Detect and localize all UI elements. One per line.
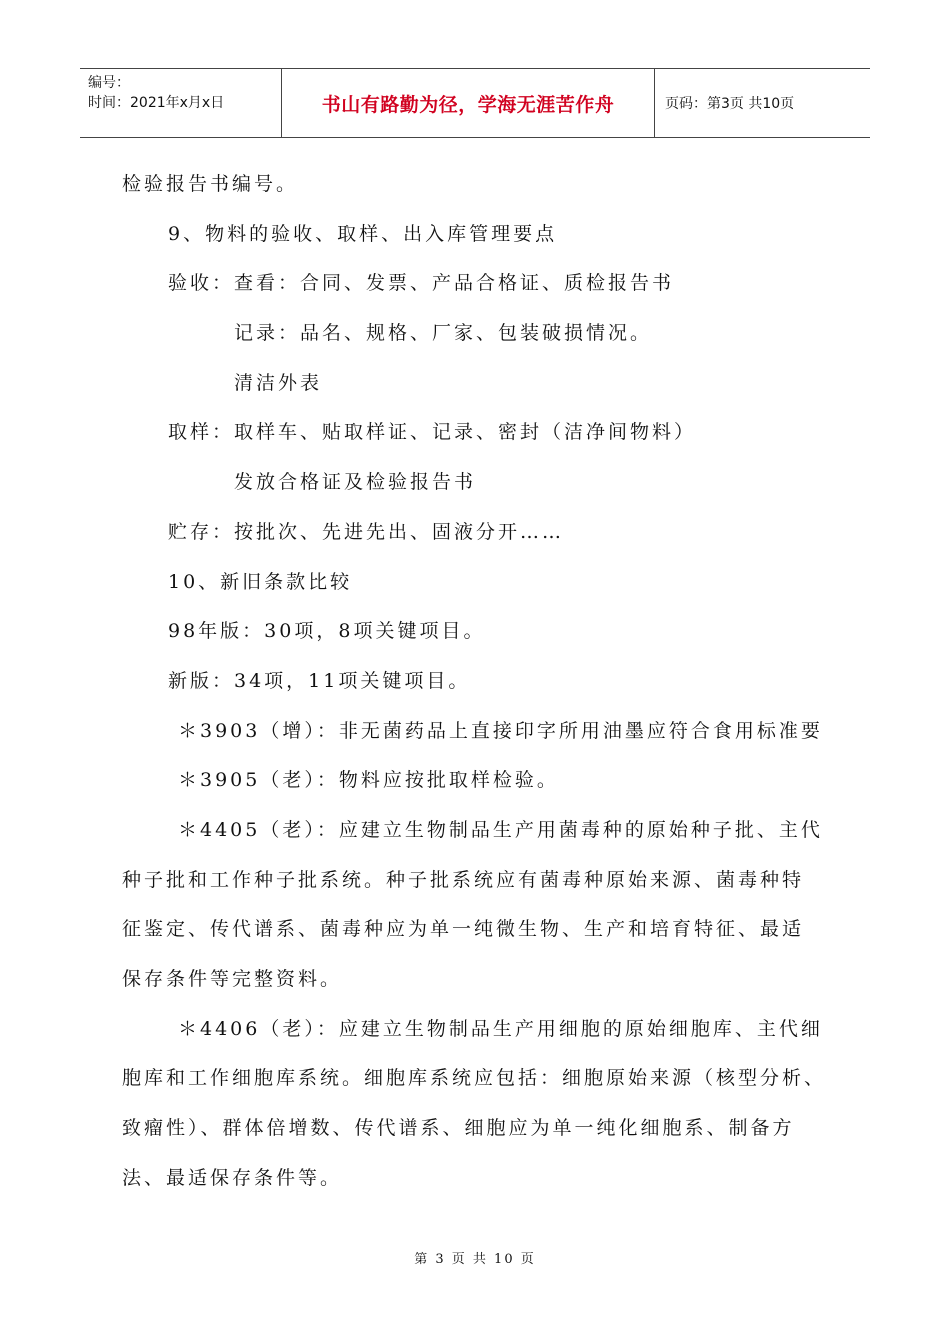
body-line: 清洁外表 bbox=[234, 371, 323, 394]
header-page-info-cell bbox=[655, 69, 870, 137]
header-meta bbox=[80, 69, 282, 137]
serial-label: 编号： bbox=[88, 75, 130, 91]
body-line: 发放合格证及检验报告书 bbox=[234, 471, 477, 494]
body-line: 征鉴定、传代谱系、菌毒种应为单一纯微生物、生产和培育特征、最适 bbox=[122, 918, 805, 941]
time-label: 时间：2021年x月x日 bbox=[88, 95, 225, 111]
motto-text: 书山有路勤为径，学海无涯苦作舟 bbox=[321, 93, 615, 116]
clause-line: ＊3905（老）：物料应按批取样检验。 bbox=[178, 769, 559, 792]
page-info: 页码：第3页 共10页 bbox=[665, 96, 795, 112]
body-line: 98年版：30项，8项关键项目。 bbox=[168, 620, 486, 643]
footer-page-number: 第 3 页 共 10 页 bbox=[414, 1252, 536, 1267]
body-line: 取样：取样车、贴取样证、记录、密封（洁净间物料） bbox=[168, 421, 697, 444]
body-line: 贮存：按批次、先进先出、固液分开…… bbox=[168, 520, 565, 543]
body-line: 记录：品名、规格、厂家、包装破损情况。 bbox=[234, 322, 653, 345]
body-line: 种子批和工作种子批系统。种子批系统应有菌毒种原始来源、菌毒种特 bbox=[122, 868, 805, 891]
page-header bbox=[80, 68, 870, 138]
body-line: 法、最适保存条件等。 bbox=[122, 1166, 343, 1189]
section-heading: 9、物料的验收、取样、出入库管理要点 bbox=[168, 222, 558, 245]
header-motto-cell bbox=[282, 69, 655, 137]
document-body bbox=[122, 160, 842, 1203]
section-heading: 10、新旧条款比较 bbox=[168, 570, 353, 593]
body-line: 致瘤性）、群体倍增数、传代谱系、细胞应为单一纯化细胞系、制备方 bbox=[122, 1117, 795, 1140]
clause-line: ＊4406（老）：应建立生物制品生产用细胞的原始细胞库、主代细 bbox=[178, 1017, 823, 1040]
body-line: 检验报告书编号。 bbox=[122, 173, 299, 195]
body-line: 保存条件等完整资料。 bbox=[122, 968, 343, 990]
clause-line: ＊4405（老）：应建立生物制品生产用菌毒种的原始种子批、主代 bbox=[178, 818, 823, 841]
clause-line: ＊3903（增）：非无菌药品上直接印字所用油墨应符合食用标准要 bbox=[178, 719, 823, 742]
page-footer bbox=[0, 1248, 950, 1267]
body-line: 新版：34项，11项关键项目。 bbox=[168, 669, 471, 692]
body-line: 验收：查看：合同、发票、产品合格证、质检报告书 bbox=[168, 272, 675, 295]
body-line: 胞库和工作细胞库系统。细胞库系统应包括：细胞原始来源（核型分析、 bbox=[122, 1067, 827, 1090]
